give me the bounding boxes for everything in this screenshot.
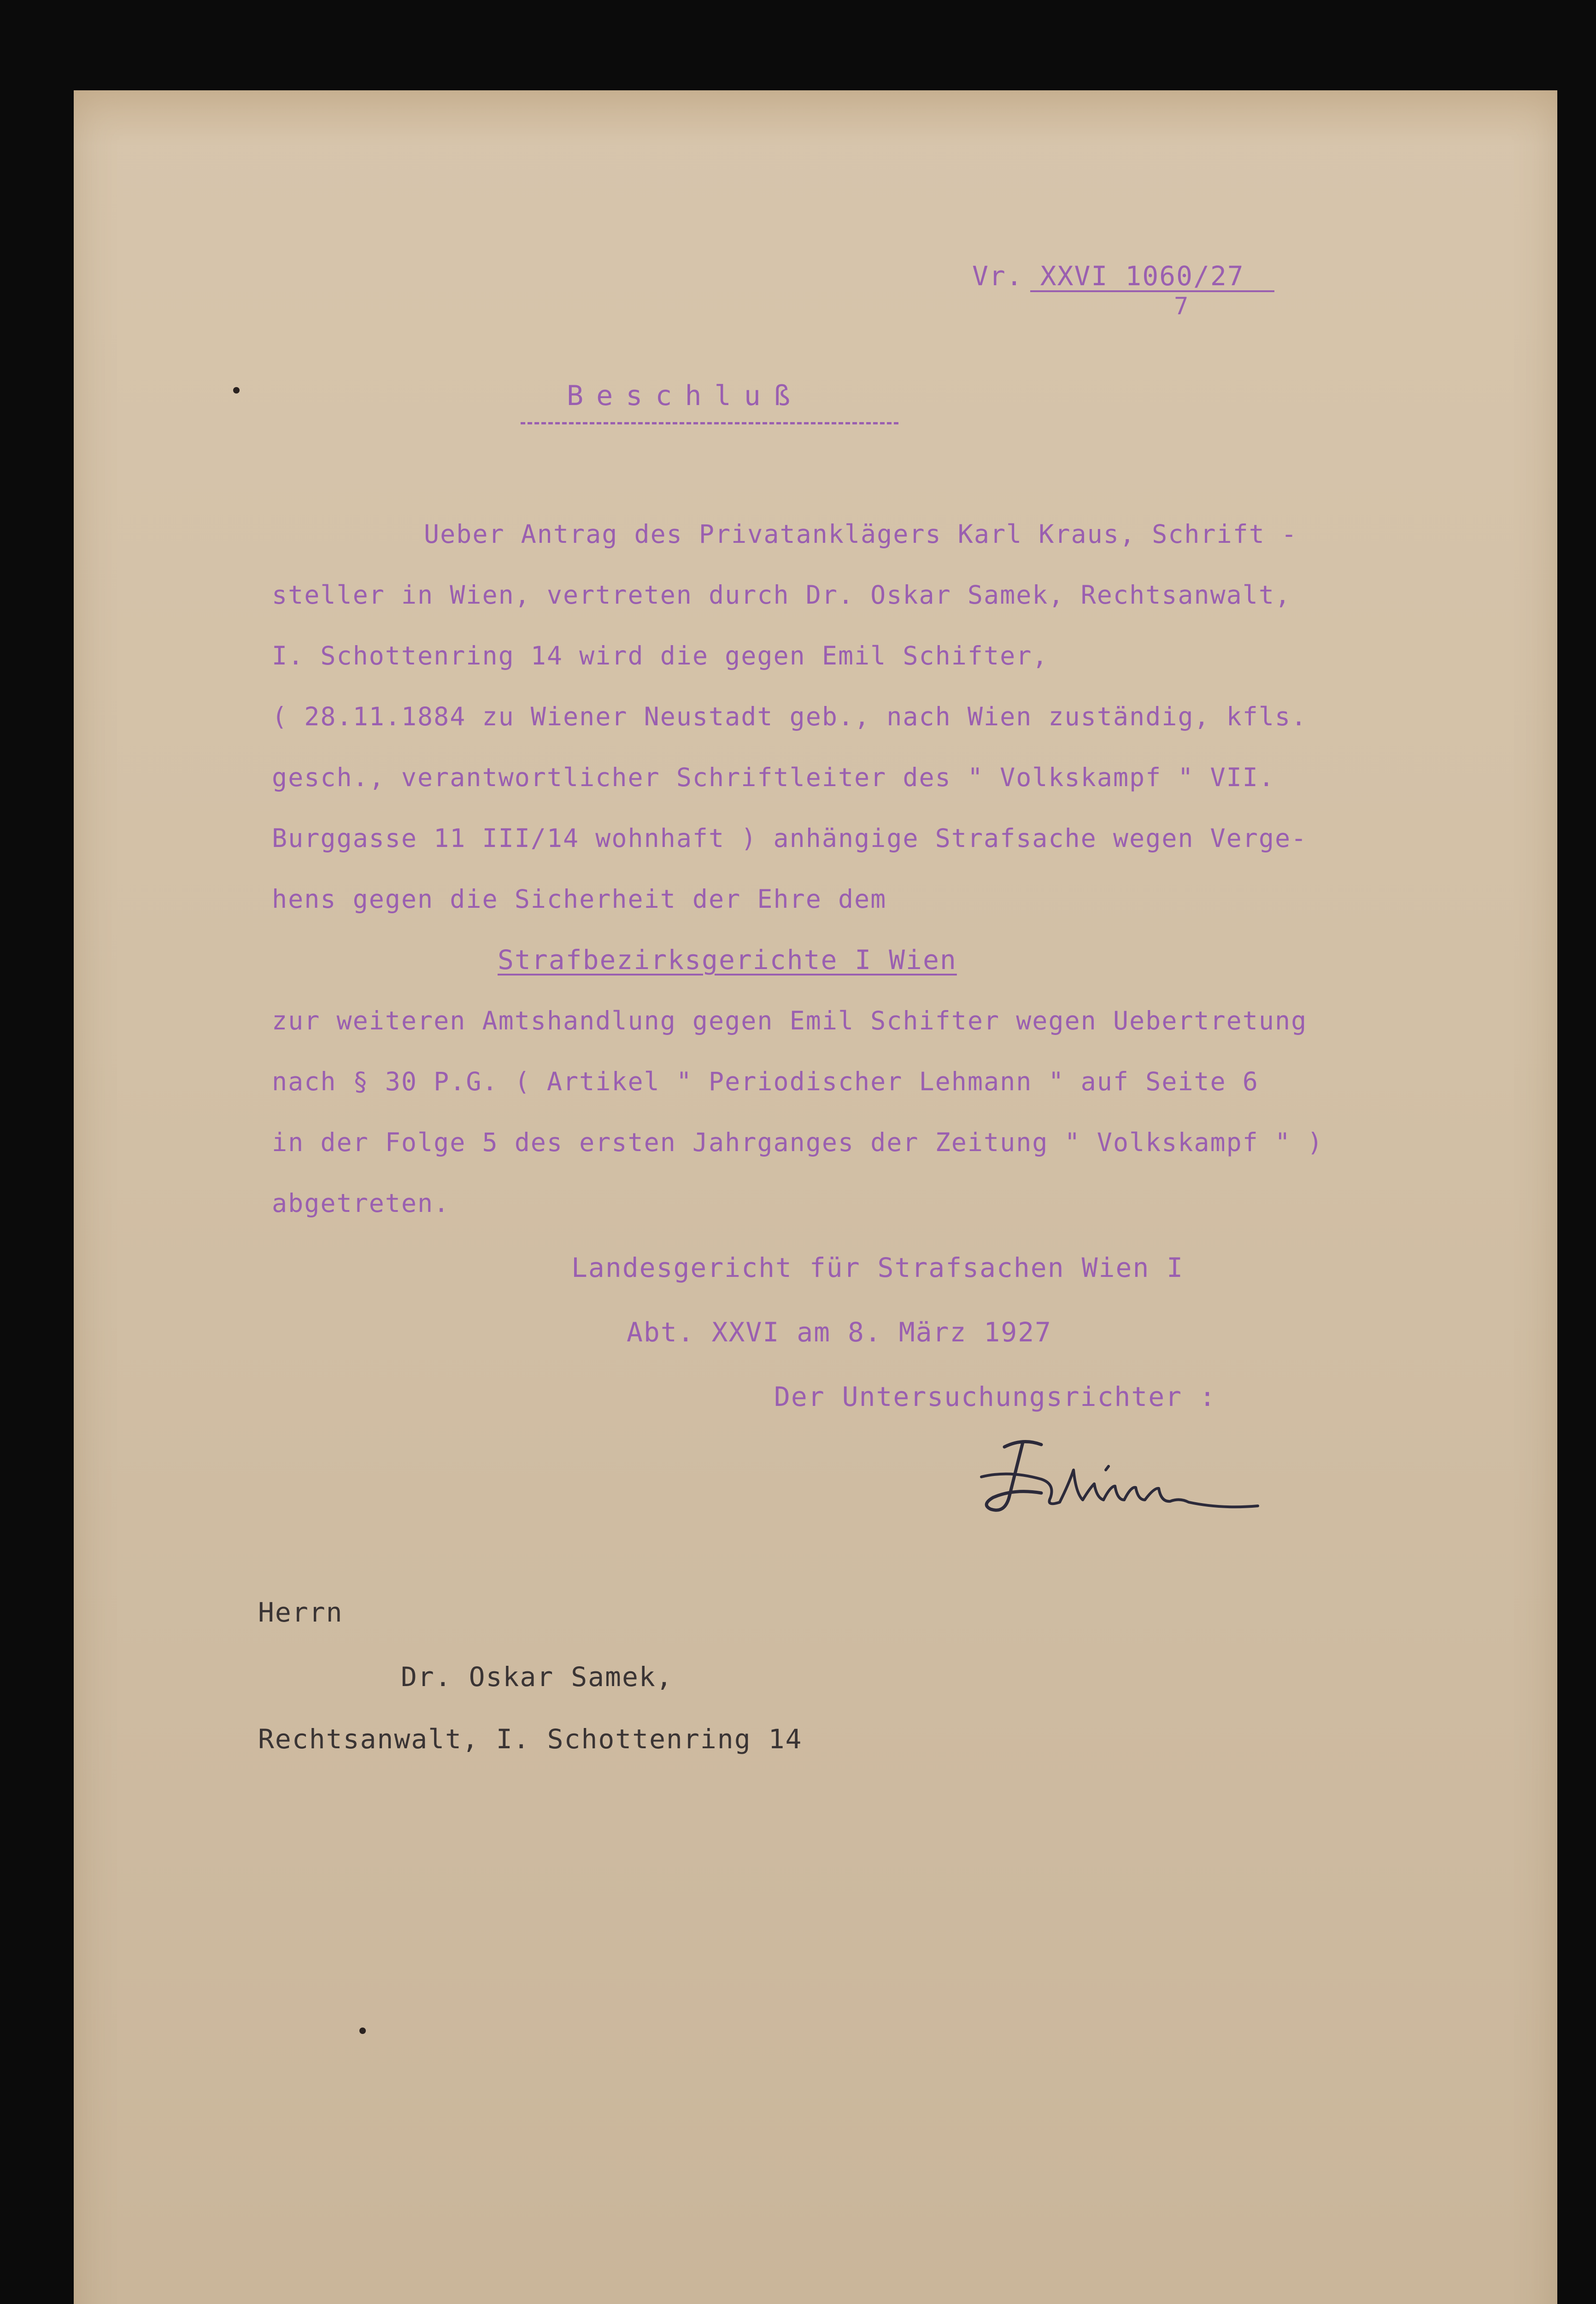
address-name: Dr. Oskar Samek,	[401, 1661, 673, 1693]
judge-title: Der Untersuchungsrichter :	[774, 1381, 1216, 1412]
ink-speck	[359, 2028, 366, 2034]
body-line: gesch., verantwortlicher Schriftleiter des " Volkskampf " VII.	[272, 763, 1275, 792]
reference-underline	[1030, 290, 1274, 292]
handwritten-signature	[972, 1433, 1267, 1525]
reference-number: Vr. XXVI 1060/27	[972, 260, 1244, 292]
body-line: nach § 30 P.G. ( Artikel " Periodischer Lehmann " auf Seite 6	[272, 1067, 1259, 1096]
body-line: hens gegen die Sicherheit der Ehre dem	[272, 884, 887, 914]
title-underline	[521, 422, 898, 424]
body-line: ( 28.11.1884 zu Wiener Neustadt geb., nach Wien zuständig, kfls.	[272, 702, 1308, 731]
body-line: I. Schottenring 14 wird die gegen Emil Schifter,	[272, 641, 1049, 670]
reference-sub-number: 7	[1174, 293, 1190, 320]
body-line: Burggasse 11 III/14 wohnhaft ) anhängige Strafsache wegen Verge-	[272, 823, 1308, 853]
body-line: Ueber Antrag des Privatanklägers Karl Kraus, Schrift -	[424, 519, 1298, 549]
body-line: in der Folge 5 des ersten Jahrganges der Zeitung " Volkskampf " )	[272, 1128, 1324, 1157]
issuing-court: Landesgericht für Strafsachen Wien I	[571, 1252, 1184, 1283]
document-title: Beschluß	[567, 380, 803, 412]
address-street: Rechtsanwalt, I. Schottenring 14	[258, 1723, 803, 1755]
department-date: Abt. XXVI am 8. März 1927	[627, 1317, 1052, 1348]
address-salutation: Herrn	[258, 1597, 343, 1628]
body-line: steller in Wien, vertreten durch Dr. Oskar Samek, Rechtsanwalt,	[272, 580, 1291, 610]
court-name: Strafbezirksgerichte I Wien	[498, 944, 957, 976]
body-line: abgetreten.	[272, 1188, 450, 1218]
body-line: zur weiteren Amtshandlung gegen Emil Schifter wegen Uebertretung	[272, 1006, 1308, 1035]
ink-speck	[233, 387, 240, 394]
